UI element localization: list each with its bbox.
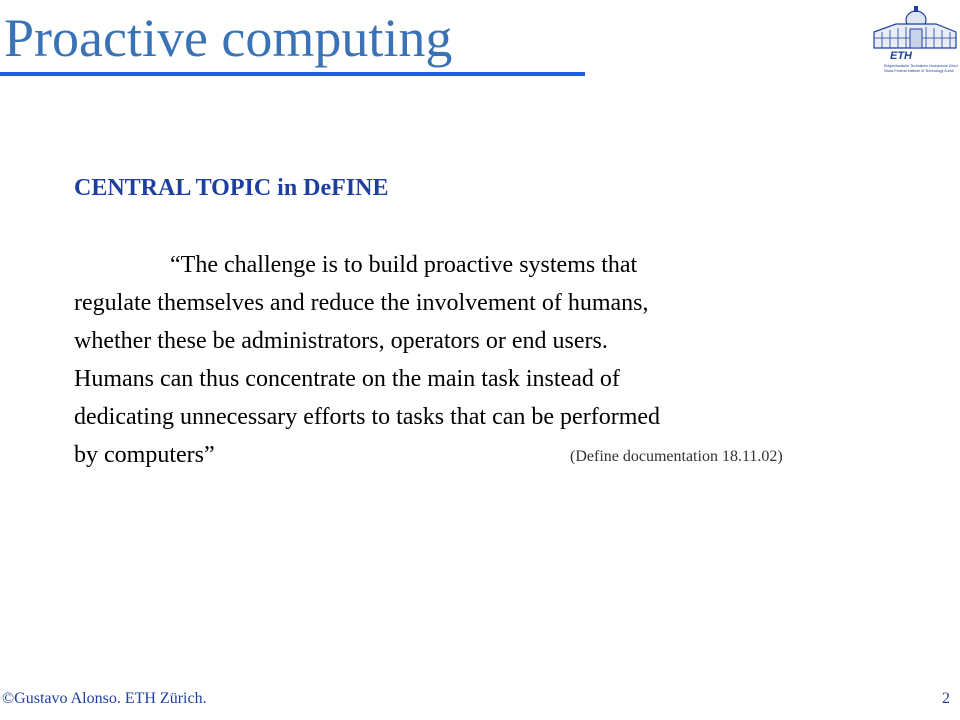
citation: (Define documentation 18.11.02) [570, 448, 783, 465]
quote-line: regulate themselves and reduce the involvement of humans, [74, 290, 649, 316]
title-underline [0, 72, 585, 76]
footer-copyright: ©Gustavo Alonso. ETH Zürich. [2, 690, 207, 707]
quote-line: dedicating unnecessary efforts to tasks that can be performed [74, 404, 661, 430]
slide-title: Proactive computing [4, 8, 453, 68]
eth-logo-subtitle-2: Swiss Federal Institute of Technology Zurich [884, 69, 955, 73]
quote-line: by computers” [74, 442, 215, 468]
quote-block [74, 246, 874, 474]
quote-line: whether these be administrators, operators or end users. [74, 328, 608, 354]
eth-logo [866, 2, 958, 78]
quote-line: Humans can thus concentrate on the main task instead of [74, 366, 620, 392]
topic-heading: CENTRAL TOPIC in DeFINE [74, 175, 389, 201]
page-number: 2 [942, 690, 950, 707]
quote-line: “The challenge is to build proactive systems that [170, 252, 638, 278]
eth-logo-text: ETH [890, 50, 912, 62]
eth-logo-subtitle-1: Eidgenössische Technische Hochschule Zürich [884, 64, 958, 68]
eth-building-icon [866, 2, 958, 78]
